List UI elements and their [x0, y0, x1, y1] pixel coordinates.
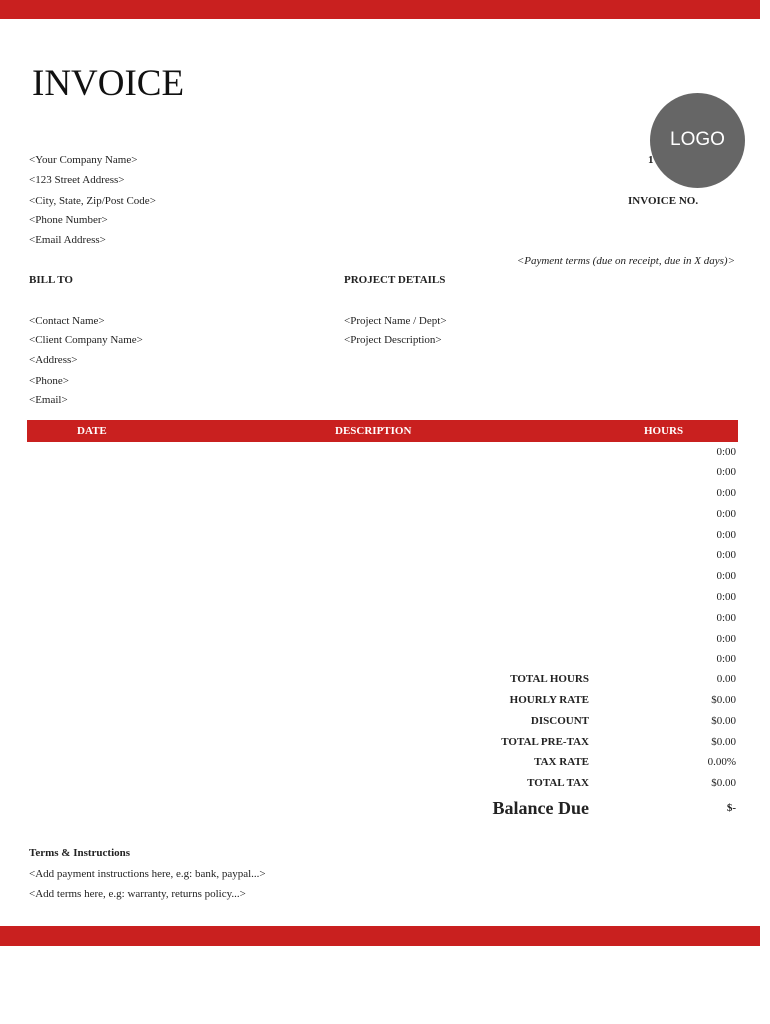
bill-to-email: <Email> — [29, 394, 68, 406]
bill-to-phone: <Phone> — [29, 375, 69, 387]
discount-value: $0.00 — [711, 715, 736, 727]
table-row: 0:00 — [716, 570, 736, 582]
company-email: <Email Address> — [29, 234, 106, 246]
terms-payment-instructions: <Add payment instructions here, e.g: bank, paypal...> — [29, 868, 266, 880]
pretax-label: TOTAL PRE-TAX — [501, 736, 589, 748]
table-row: 0:00 — [716, 591, 736, 603]
table-row: 0:00 — [716, 529, 736, 541]
pretax-value: $0.00 — [711, 736, 736, 748]
bill-to-heading: BILL TO — [29, 274, 73, 286]
bill-to-address: <Address> — [29, 354, 78, 366]
tax-rate-value: 0.00% — [707, 756, 736, 768]
total-hours-value: 0.00 — [716, 673, 736, 685]
logo-text: LOGO — [670, 128, 725, 150]
discount-label: DISCOUNT — [530, 715, 589, 727]
table-row: 0:00 — [716, 466, 736, 478]
project-details-heading: PROJECT DETAILS — [344, 274, 446, 286]
total-hours-label: TOTAL HOURS — [510, 673, 589, 685]
column-date: DATE — [77, 425, 107, 437]
tax-rate-label: TAX RATE — [534, 756, 589, 768]
project-description: <Project Description> — [344, 334, 442, 346]
top-accent-bar — [0, 0, 760, 19]
company-city: <City, State, Zip/Post Code> — [29, 195, 156, 207]
bottom-accent-bar — [0, 926, 760, 946]
hourly-rate-label: HOURLY RATE — [509, 694, 589, 706]
table-row: 0:00 — [716, 446, 736, 458]
invoice-number-label: INVOICE NO. — [628, 195, 699, 207]
terms-heading: Terms & Instructions — [29, 847, 131, 859]
project-name: <Project Name / Dept> — [344, 315, 447, 327]
total-tax-label: TOTAL TAX — [527, 777, 589, 789]
payment-terms: <Payment terms (due on receipt, due in X days)> — [516, 255, 735, 267]
company-name: <Your Company Name> — [29, 154, 138, 166]
hourly-rate-value: $0.00 — [711, 694, 736, 706]
table-row: 0:00 — [716, 633, 736, 645]
table-row: 0:00 — [716, 508, 736, 520]
table-row: 0:00 — [716, 487, 736, 499]
total-tax-value: $0.00 — [711, 777, 736, 789]
column-description: DESCRIPTION — [335, 425, 412, 437]
bill-to-client-company: <Client Company Name> — [29, 334, 143, 346]
line-items-header — [27, 420, 738, 442]
invoice-date-value: 1 — [648, 154, 654, 166]
column-hours: HOURS — [644, 425, 684, 437]
company-logo — [650, 93, 745, 188]
table-row: 0:00 — [716, 653, 736, 665]
table-row: 0:00 — [716, 549, 736, 561]
company-street: <123 Street Address> — [29, 174, 125, 186]
table-row: 0:00 — [716, 612, 736, 624]
invoice-title: INVOICE — [32, 63, 185, 104]
terms-policy: <Add terms here, e.g: warranty, returns policy...> — [29, 888, 246, 900]
company-phone: <Phone Number> — [29, 214, 108, 226]
balance-due-label: Balance Due — [492, 798, 589, 818]
balance-due-value: $- — [726, 802, 736, 814]
bill-to-contact: <Contact Name> — [29, 315, 105, 327]
